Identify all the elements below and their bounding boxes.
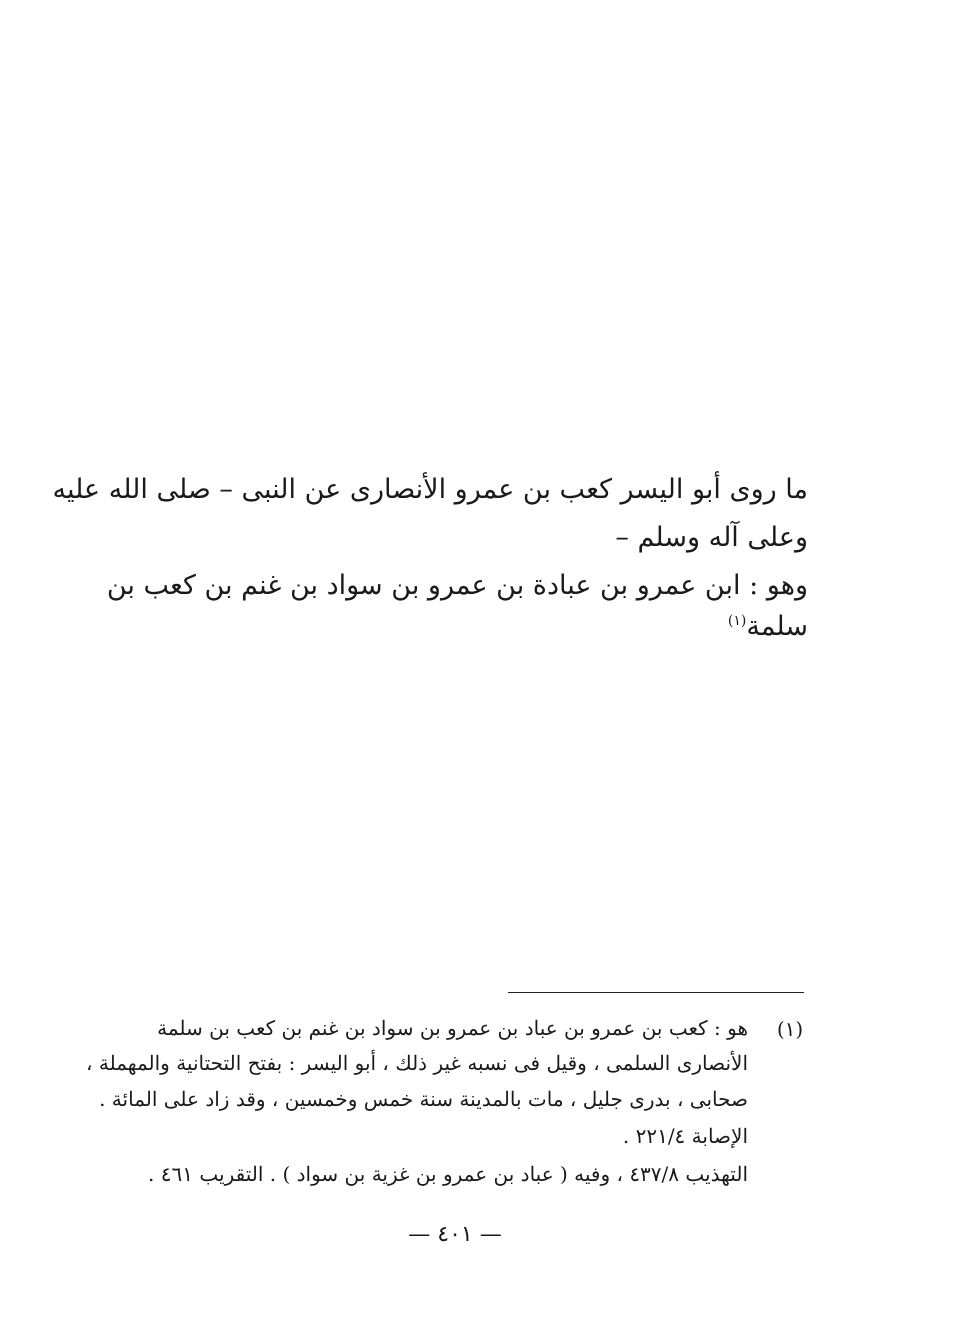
footnote-line-2: الأنصارى السلمى ، وقيل فى نسبه غير ذلك ، أبو اليسر : بفتح التحتانية والمهملة ، <box>86 1051 748 1075</box>
footnote-separator <box>508 992 804 993</box>
page-number: — ٤٠١ — <box>408 1222 502 1247</box>
main-text-line-2: وعلى آله وسلم – <box>615 522 808 553</box>
main-text-line-4 <box>728 607 808 647</box>
footnote-line-3: صحابى ، بدرى جليل ، مات بالمدينة سنة خمس وخمسين ، وقد زاد على المائة . <box>99 1087 748 1111</box>
main-text-line-4-text: سلمة <box>746 611 808 642</box>
footnote-marker: (١) <box>776 1017 804 1041</box>
main-text-line-3: وهو : ابن عمرو بن عبادة بن عمرو بن سواد بن غنم بن كعب بن <box>106 570 808 601</box>
footnote-reference: (١) <box>727 613 747 629</box>
footnote-line-4: الإصابة ٢٢١/٤ . <box>622 1124 748 1148</box>
main-text-line-1: ما روى أبو اليسر كعب بن عمرو الأنصارى عن النبى – صلى الله عليه <box>52 474 808 505</box>
footnote-line-5: التهذيب ٤٣٧/٨ ، وفيه ( عباد بن عمرو بن غزية بن سواد ) . التقريب ٤٦١ . <box>148 1162 748 1186</box>
footnote-line-1: هو : كعب بن عمرو بن عباد بن عمرو بن سواد بن غنم بن كعب بن سلمة <box>157 1016 748 1040</box>
